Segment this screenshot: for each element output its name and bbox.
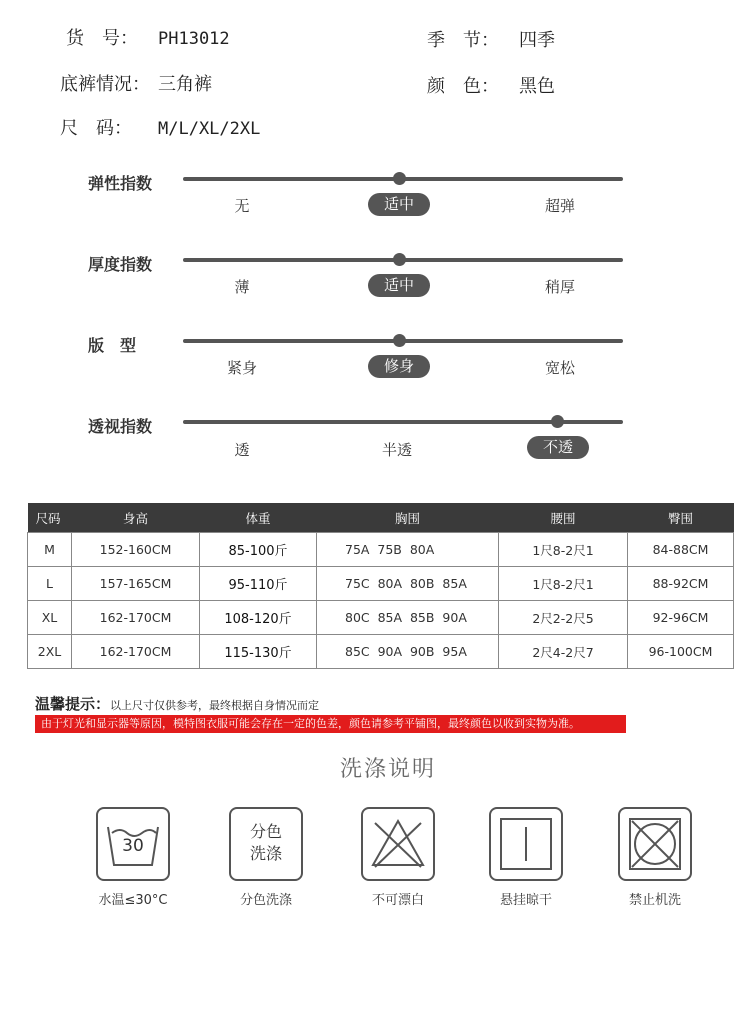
item-no-row — [66, 24, 230, 50]
sheerness-marker — [551, 415, 564, 428]
wash-temp-text: 30 — [122, 836, 144, 856]
fit-option-slim: 修身 — [368, 355, 430, 378]
elasticity-label: 弹性指数 — [88, 174, 153, 193]
cell-height: 157-165CM — [72, 567, 200, 601]
no-bleach-icon — [361, 807, 435, 881]
cell-bust: 75A 75B 80A — [317, 533, 499, 567]
cell-waist: 2尺2-2尺5 — [499, 601, 628, 635]
season-value: 四季 — [519, 30, 555, 51]
bottom-row — [60, 70, 212, 96]
no-machine-wash-label: 禁止机洗 — [628, 893, 681, 908]
header-height: 身高 — [72, 503, 200, 533]
header-waist: 腰围 — [499, 503, 628, 533]
size-table-header — [28, 503, 734, 533]
no-machine-wash-icon — [618, 807, 692, 881]
cell-waist: 1尺8-2尺1 — [499, 567, 628, 601]
separate-wash-text-1: 分色 — [249, 822, 282, 841]
cell-bust: 80C 85A 85B 90A — [317, 601, 499, 635]
color-value: 黑色 — [519, 76, 555, 97]
cell-size: L — [28, 567, 72, 601]
elasticity-option-super: 超弹 — [544, 197, 575, 215]
size-row — [60, 114, 260, 140]
table-row — [28, 601, 734, 635]
no-bleach-label: 不可漂白 — [371, 893, 424, 908]
fit-option-tight: 紧身 — [226, 359, 257, 377]
header-hip: 臀围 — [628, 503, 734, 533]
cell-hip: 96-100CM — [628, 635, 734, 669]
tip-title: 温馨提示： — [35, 695, 111, 713]
sheerness-option-sheer: 透 — [234, 441, 250, 459]
separate-wash-label: 分色洗涤 — [239, 893, 292, 908]
item-no-value: PH13012 — [158, 29, 230, 49]
hang-dry-label: 悬挂晾干 — [499, 893, 552, 908]
cell-height: 152-160CM — [72, 533, 200, 567]
sheerness-label: 透视指数 — [88, 417, 153, 436]
cell-bust: 75C 80A 80B 85A — [317, 567, 499, 601]
season-row — [427, 26, 555, 52]
thickness-option-thin: 薄 — [234, 278, 250, 296]
header-size: 尺码 — [28, 503, 72, 533]
header-weight: 体重 — [200, 503, 317, 533]
cell-hip: 84-88CM — [628, 533, 734, 567]
color-row — [427, 72, 555, 98]
thickness-option-moderate: 适中 — [368, 274, 430, 297]
cell-weight: 95-110斤 — [200, 567, 317, 601]
cell-weight: 115-130斤 — [200, 635, 317, 669]
cell-size: 2XL — [28, 635, 72, 669]
sheerness-option-opaque: 不透 — [527, 436, 589, 459]
thickness-marker — [393, 253, 406, 266]
cell-weight: 108-120斤 — [200, 601, 317, 635]
cell-hip: 88-92CM — [628, 567, 734, 601]
cell-size: XL — [28, 601, 72, 635]
elasticity-option-moderate: 适中 — [368, 193, 430, 216]
cell-size: M — [28, 533, 72, 567]
size-value: M/L/XL/2XL — [158, 119, 261, 139]
header-bust: 胸围 — [317, 503, 499, 533]
elasticity-marker — [393, 172, 406, 185]
cell-weight: 85-100斤 — [200, 533, 317, 567]
fit-label: 版 型 — [88, 336, 137, 355]
cell-bust: 85C 90A 90B 95A — [317, 635, 499, 669]
wash-30-icon — [96, 807, 170, 881]
color-difference-note: 由于灯光和显示器等原因，模特图衣服可能会存在一定的色差，颜色请参考平铺图，最终颜色以收到实物为准。 — [35, 715, 626, 733]
cell-height: 162-170CM — [72, 601, 200, 635]
tip-line — [35, 693, 319, 714]
bottom-value: 三角裤 — [158, 74, 212, 95]
size-label: 尺 码： — [60, 118, 132, 139]
separate-wash-icon — [229, 807, 303, 881]
cell-waist: 1尺8-2尺1 — [499, 533, 628, 567]
fit-marker — [393, 334, 406, 347]
separate-wash-text-2: 洗涤 — [249, 844, 282, 863]
wash-title: 洗涤说明 — [340, 757, 437, 782]
hang-dry-icon — [489, 807, 563, 881]
item-no-label: 货 号： — [66, 28, 138, 49]
size-table — [27, 503, 734, 669]
table-row — [28, 533, 734, 567]
thickness-label: 厚度指数 — [88, 255, 153, 274]
color-label: 颜 色： — [427, 76, 499, 97]
wash-30-label: 水温≤30°C — [98, 893, 168, 908]
season-label: 季 节： — [427, 30, 499, 51]
fit-option-loose: 宽松 — [544, 359, 575, 377]
elasticity-option-none: 无 — [234, 197, 250, 215]
bottom-label: 底裤情况： — [60, 74, 150, 95]
table-row — [28, 567, 734, 601]
sheerness-option-semi: 半透 — [381, 441, 412, 459]
cell-hip: 92-96CM — [628, 601, 734, 635]
cell-waist: 2尺4-2尺7 — [499, 635, 628, 669]
thickness-option-thick: 稍厚 — [544, 278, 575, 296]
tip-text: 以上尺寸仅供参考，最终根据自身情况而定 — [110, 699, 320, 712]
cell-height: 162-170CM — [72, 635, 200, 669]
table-row — [28, 635, 734, 669]
